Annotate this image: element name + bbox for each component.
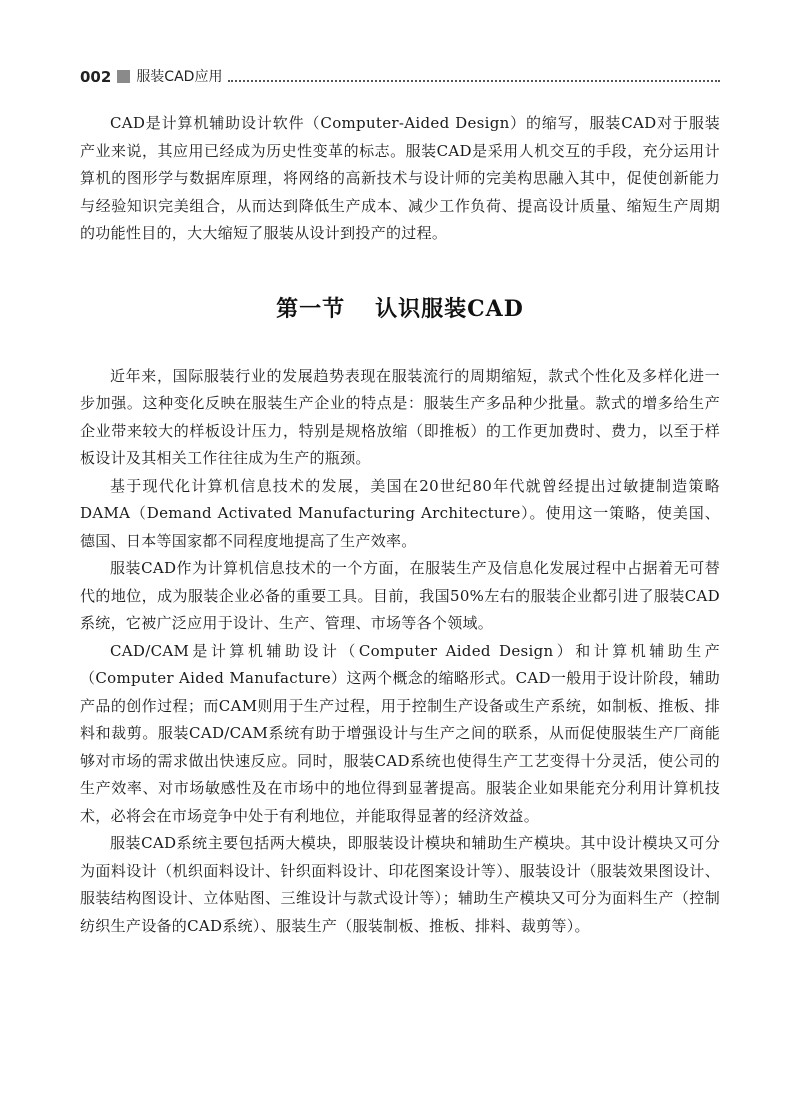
body-paragraph-4: CAD/CAM是计算机辅助设计（Computer Aided Design）和计算机辅助生产（Computer Aided Manufacture）这两个概念的缩略形式。CAD一般用于设计阶段，辅助产品的创作过程；而CAM则用于生产过程，用于控制生产设备或生产系统，如制板、推板、排料和裁剪。服装CAD/CAM系统有助于增强设计与生产之间的联系，从而促使服装生产厂商能够对市场的需求做出快速反应。同时，服装CAD系统也使得生产工艺变得十分灵活，使公司的生产效率、对市场敏感性及在市场中的地位得到显著提高。服装企业如果能充分利用计算机技术，必将会在市场竞争中处于有利地位，并能取得显著的经济效益。 [80, 641, 720, 825]
header-square-ornament [117, 70, 130, 83]
body-paragraph-1: 近年来，国际服装行业的发展趋势表现在服装流行的周期缩短，款式个性化及多样化进一步加强。这种变化反映在服装生产企业的特点是：服装生产多品种少批量。款式的增多给生产企业带来较大的样板设计压力，特别是规格放缩（即推板）的工作更加费时、费力，以至于样板设计及其相关工作往往成为生产的瓶颈。 [80, 366, 720, 467]
intro-paragraph: CAD是计算机辅助设计软件（Computer-Aided Design）的缩写，服装CAD对于服装产业来说，其应用已经成为历史性变革的标志。服装CAD是采用人机交互的手段，充分运用计算机的图形学与数据库原理，将网络的高新技术与设计师的完美构思融入其中，促使创新能力与经验知识完美组合，从而达到降低生产成本、减少工作负荷、提高设计质量、缩短生产周期的功能性目的，大大缩短了服装从设计到投产的过程。 [80, 114, 720, 242]
header-dotted-rule [228, 79, 720, 82]
body-paragraph-3: 服装CAD作为计算机信息技术的一个方面，在服装生产及信息化发展过程中占据着无可替代的地位，成为服装企业必备的重要工具。目前，我国50%左右的服装企业都引进了服装CAD系统，它被广泛应用于设计、生产、管理、市场等各个领域。 [80, 559, 720, 632]
page-number: 002 [80, 68, 112, 86]
body-paragraph-2: 基于现代化计算机信息技术的发展，美国在20世纪80年代就曾经提出过敏捷制造策略DAMA（Demand Activated Manufacturing Architecture）。使用这一策略，使美国、德国、日本等国家都不同程度地提高了生产效率。 [80, 476, 720, 550]
section-heading [80, 292, 720, 323]
book-title: 服装CAD应用 [136, 69, 223, 85]
section-number: 第一节 [276, 295, 346, 322]
section-title: 认识服装CAD [375, 295, 524, 322]
page-body [80, 102, 720, 940]
running-header [80, 62, 720, 86]
body-paragraph-5: 服装CAD系统主要包括两大模块，即服装设计模块和辅助生产模块。其中设计模块又可分为面料设计（机织面料设计、针织面料设计、印花图案设计等）、服装设计（服装效果图设计、服装结构图设计、立体贴图、三维设计与款式设计等）；辅助生产模块又可分为面料生产（控制纺织生产设备的CAD系统）、服装生产（服装制板、推板、排料、裁剪等）。 [80, 834, 720, 935]
